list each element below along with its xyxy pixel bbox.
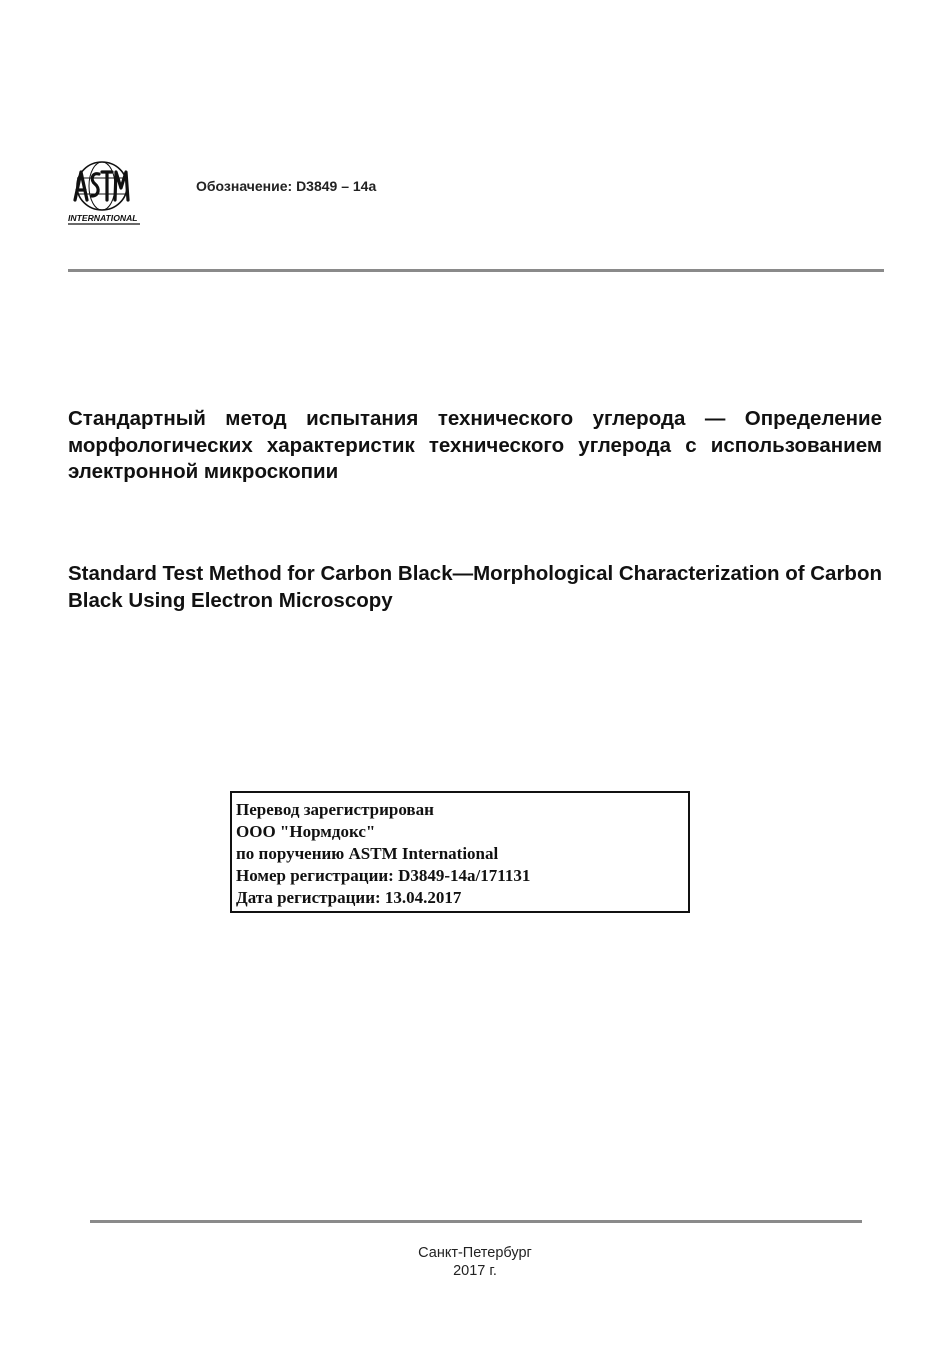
registration-date: Дата регистрации: 13.04.2017	[236, 888, 462, 907]
header-divider	[68, 269, 884, 272]
footer-year: 2017 г.	[453, 1263, 497, 1279]
footer	[0, 1244, 950, 1280]
registration-number: Номер регистрации: D3849-14a/171131	[236, 866, 531, 885]
title-russian: Стандартный метод испытания технического углерода — Определение морфологических характеристик технического углерода с использованием электронной микроскопии	[68, 407, 882, 483]
astm-logo	[66, 160, 144, 228]
document-designation: Обозначение: D3849 – 14a	[196, 178, 377, 194]
footer-divider	[90, 1220, 862, 1223]
registration-line: Перевод зарегистрирован	[236, 800, 434, 819]
footer-city: Санкт-Петербург	[418, 1245, 532, 1261]
registration-line: по поручению ASTM International	[236, 844, 499, 863]
title-english: Standard Test Method for Carbon Black—Morphological Characterization of Carbon Black Using Electron Microscopy	[68, 562, 882, 612]
registration-line: ООО "Нормдокс"	[236, 822, 376, 841]
logo-wordmark: INTERNATIONAL	[68, 213, 138, 223]
registration-stamp	[230, 791, 690, 913]
astm-logo-icon	[66, 160, 144, 228]
